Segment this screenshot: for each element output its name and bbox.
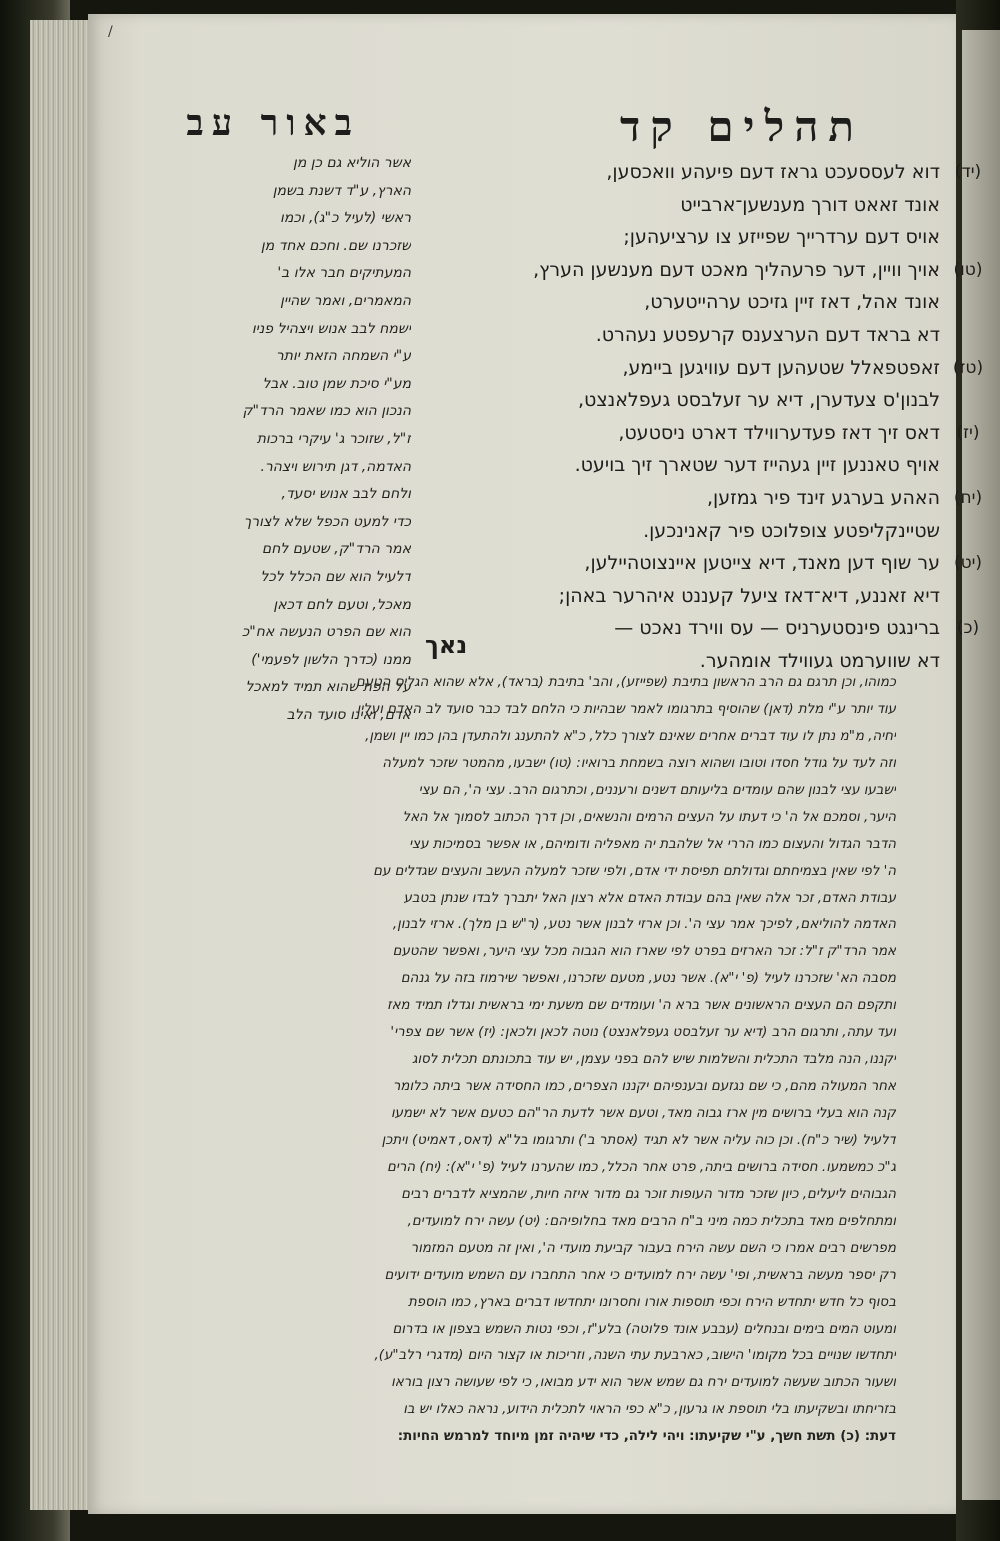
facing-page-edge xyxy=(962,30,1000,1500)
verse-line xyxy=(520,612,980,645)
commentary-line: מאכל, וטעם לחם דכאן xyxy=(273,596,411,613)
bottom-commentary xyxy=(128,670,896,1451)
verse-line xyxy=(520,189,940,222)
commentary-line: יתחדשו שנויים בכל מקומו' הישוב, כארבעת עתי השנה, וזריכות או קצור היום (מדגרי רלב"ע), xyxy=(374,1348,896,1364)
commentary-line: יחיה, מ"מ נתן לו עוד דברים אחרים שאינם לצורך כלל, כ"א להתענג ולהתעדן בהן כמו יין ושמן, xyxy=(365,728,896,744)
commentary-line: הוא שם הפרט הנעשה אח"כ xyxy=(241,624,411,641)
page-title: תהלים קד xyxy=(620,102,864,151)
commentary-line: האדמה להוליאם, לפיכך אמר עצי ה'. וכן ארזי לבנון אשר נטע, (ר"ש בן מלך). ארזי לבנון, xyxy=(392,917,896,933)
verse-number: (יט) xyxy=(953,553,983,574)
commentary-line: דלעיל (שיר כ"ח). וכן כוה עליה אשר לא תגיד (אסתר ב') ותרגומו בל"א (דאס, דאמיט) ויתכן xyxy=(381,1132,896,1148)
commentary-line: מע"י סיכת שמן טוב. אבל xyxy=(262,375,411,392)
commentary-line: מפרשים רבים אמרו כי השם עשה הירח בעבור קביעת מועדי ה', ואין זה מטעם המזמור xyxy=(410,1240,896,1256)
commentary-line: כדי למעט הכפל שלא לצורך xyxy=(243,513,411,530)
commentary-line: אשר הוליא גם כן מן xyxy=(293,155,411,171)
verse-text: דוא לעססעכט גראז דעם פיעהע וואכסען, xyxy=(606,161,940,183)
commentary-line: דלעיל הוא שם הכלל לכל xyxy=(260,568,411,585)
page-mark: / xyxy=(108,24,113,40)
page-header xyxy=(0,102,1000,162)
commentary-line: אמר הרד"ק ז"ל: זכר הארזים בפרט לפי שארז הוא הגבוה מכל עצי היער, ואפשר שהטעם xyxy=(392,944,896,960)
verse-number: (יד) xyxy=(954,162,982,182)
commentary-line: ושעור הכתוב שעשה למועדים ירח גם שמש אשר הוא ידע מבואו, כי לפי שעושה רצון בוראו xyxy=(391,1375,896,1391)
verse-text: דיא זאננע, דיא־דאז ציעל קעננט איהרער באהן; xyxy=(558,584,940,607)
commentary-line: האדמה, דגן תירוש ויצהר. xyxy=(260,458,411,475)
verse-text: שטיינקליפטע צופלוכט פיר קאנינכען. xyxy=(643,519,940,542)
commentary-line: ה' לפי שאין בצמיחתם וגדולתם תפיסת ידי אדם, ולפי שזכר למעלה העשב והעצים שגדלים עם xyxy=(373,863,896,879)
commentary-line: ע"י השמחה הזאת יותר xyxy=(275,348,411,365)
commentary-line: אמר הרד"ק, שטעם לחם xyxy=(261,541,411,558)
verse-number: (טז) xyxy=(952,357,984,378)
commentary-line: עוד יותר ע"י מלת (דאן) שהוסיף בתרגומו לאמר שבהיות כי הלחם לבד כבר סועד לב האדם ועליו xyxy=(356,701,896,717)
commentary-line: אדם, ואינו סועד הלב xyxy=(286,706,411,723)
commentary-line: על הפת שהוא תמיד למאכל xyxy=(245,679,411,696)
commentary-line: ז"ל, שזוכר ג' עיקרי ברכות xyxy=(256,430,411,447)
commentary-line: ומעוט המים בימים ובנחלים (עבבע אונד פלוטה) בלע"ז, וכפי נטות השמש בצפון או בדרום xyxy=(392,1321,896,1337)
commentary-line: ממנו (כדרך הלשון לפעמי') xyxy=(251,651,411,668)
verse-text: ער שוף דען מאנד, דיא צייטען איינצוטהיילען, xyxy=(584,552,940,575)
verse-line xyxy=(520,449,940,482)
commentary-line: ולחם לבב אנוש יסעד, xyxy=(281,486,411,503)
verse-line xyxy=(520,384,940,417)
section-title: באור עב xyxy=(186,102,360,144)
verse-line xyxy=(520,482,983,515)
side-commentary-column xyxy=(185,150,411,729)
continuation-word: נאך xyxy=(425,631,468,659)
verse-column xyxy=(520,156,984,678)
verse-text: דא בראד דעם הערצענס קרעפטע נעהרט. xyxy=(595,323,940,346)
commentary-line: ראשי (לעיל כ"ג), וכמו xyxy=(280,210,411,227)
commentary-line: ג"כ כמשמעו. חסידה ברושים ביתה, פרט אחר הכלל, כמו שהערנו לעיל (פ' י"א): (יח) הרים xyxy=(386,1159,896,1175)
verse-number: (יח) xyxy=(953,487,983,508)
verse-text: אונד זאאט דורך מענשען־ארבייט xyxy=(680,193,940,216)
verse-line xyxy=(520,221,940,254)
verse-line xyxy=(520,156,982,189)
commentary-line: יקננו, הנה מלבד התכלית והשלמות שיש להם בפני עצמן, יש עוד בתכונתם תכלית לסוג xyxy=(411,1052,896,1068)
verse-line xyxy=(520,254,983,287)
verse-text: אונד אהל, דאז זיין גזיכט ערהייטערט, xyxy=(644,291,940,314)
verse-text: אויס דעם ערדרייך שפייזע צו ערציעהען; xyxy=(623,226,940,249)
page-stack-edge xyxy=(30,20,90,1510)
commentary-line: המאמרים, ואמר שהיין xyxy=(280,292,411,309)
verse-number: (יז) xyxy=(956,422,980,443)
verse-text: ברינגט פינסטערניס — עס ווירד נאכט — xyxy=(614,617,940,640)
verse-line xyxy=(520,352,984,385)
commentary-line: כמוהו, וכן תרגם גם הרב הראשון בתיבת (שפייזע), והב' בתיבת (בראד), אלא שהוא הגליס הטעם xyxy=(355,675,896,690)
verse-line xyxy=(520,319,940,352)
verse-line xyxy=(520,417,980,450)
commentary-line: המעתיקים חבר אלו ב' xyxy=(277,265,411,282)
verse-line xyxy=(520,515,940,548)
verse-text: לבנון'ס צעדערן, דיא ער זעלבסט געפלאנצט, xyxy=(577,389,940,412)
verse-text: אויף טאננען זיין געהייז דער שטארך זיך בויעט. xyxy=(574,454,940,477)
commentary-line: אחר המעולה מהם, כי שם נגזעם ובענפיהם יקננו הצפרים, כמו החסידה אשר ביתה כלומר xyxy=(392,1079,896,1095)
commentary-line: בזריחתו ובשקיעתו בלי תוספת או גרעון, כ"א כפי הראוי לתכלית הידוע, נראה כאלו יש בו xyxy=(403,1402,896,1418)
commentary-line: ומתחלפים מאד בתכלית כמה מיני ב"ח הרבים מאד בחלופיהם: (יט) עשה ירח למועדים, xyxy=(407,1213,896,1229)
commentary-line: הדבר הגדול והעצום כמו הררי אל שלהבת יה מאפליה ודומיהם, או אפשר בסמיכות עצי xyxy=(409,836,896,852)
commentary-line: דעת: (כ) תשת חשך, ע"י שקיעתו: ויהי לילה, כדי שיהיה זמן מיוחד למרמש החיות: xyxy=(397,1429,896,1445)
verse-text: זאפטפאלל שטעהען דעם עוויגען ביימע, xyxy=(622,356,940,379)
commentary-line: עבודת האדם, זכר אלה שאין בהם עבודת האדם אלא רצון האל יתברך לבדו שנתן בטבע xyxy=(403,890,896,906)
verse-text: אויך וויין, דער פרעהליך מאכט דעם מענשען הערץ, xyxy=(533,258,940,281)
commentary-line: מסבה הא' שזכרנו לעיל (פ' י"א). אשר נטע, מטעם שזכרנו, ואפשר שירמוז בזה על גנהם xyxy=(400,971,896,987)
commentary-line: רק יספר מעשה בראשית, ופי' עשה ירח למועדים כי אחר התחברו עם השמש מועדים ידועים xyxy=(384,1267,896,1283)
verse-number: (כ) xyxy=(956,618,980,639)
commentary-line: וזה לעד על גודל חסדו וטובו ושהוא רוצה בשמחת ברואיו: (טו) ישבעו, מהמטר שזכר למעלה xyxy=(382,755,896,771)
verse-text: דאס זיך דאז פעדערווילד דארט ניסטעט, xyxy=(618,421,940,444)
commentary-line: הארץ, ע"ד דשנת בשמן xyxy=(272,182,411,199)
verse-number: (טו) xyxy=(953,259,983,280)
verse-text: האהע בערגע זינד פיר גמזען, xyxy=(707,486,940,509)
commentary-line: היער, וסמכם אל ה' כי דעתו על העצים הרמים והנשאים, וכן דרך הכתוב לסמוך אל האל xyxy=(402,809,896,825)
verse-line xyxy=(520,547,983,580)
commentary-line: קנה הוא בעלי ברושים מין ארז גבוה מאד, וטעם אשר לדעת הר"הם כטעם אשר לא ישמעו xyxy=(391,1106,896,1121)
commentary-line: בסוף כל חדש יתחדש הירח וכפי תוספות אורו וחסרונו יתחדשו דברים בארץ, כמו הוספת xyxy=(407,1294,896,1310)
commentary-line: ועד עתה, ותרגום הרב (דיא ער זעלבסט געפלאנצט) נוטה לכאן ולכאן: (יז) אשר שם צפרי' xyxy=(390,1025,896,1041)
verse-line xyxy=(520,286,940,319)
verse-text: דא שווערמט געווילד אומהער. xyxy=(699,649,940,672)
verse-line xyxy=(520,580,940,613)
commentary-line: ישבעו עצי לבנון שהם עומדים בליעותם דשנים ורעננים, וכתרגום הרב. עצי ה', הם עצי xyxy=(418,782,896,798)
commentary-line: הנכון הוא כמו שאמר הרד"ק xyxy=(242,403,411,420)
commentary-line: שזכרנו שם. וחכם אחד מן xyxy=(260,237,411,254)
commentary-line: ישמח לבב אנוש ויצהיל פניו xyxy=(251,320,411,337)
commentary-line: ותקפם הם העצים הראשונים אשר ברא ה' ועומדים שם משעת ימי בראשית וגדלו תמיד מאז xyxy=(386,998,896,1014)
commentary-line: הגבוהים ליעלים, כיון שזכר מדור העופות זוכר גם מדור איזה חיות, שהמציא לדברים רבים xyxy=(401,1186,896,1202)
